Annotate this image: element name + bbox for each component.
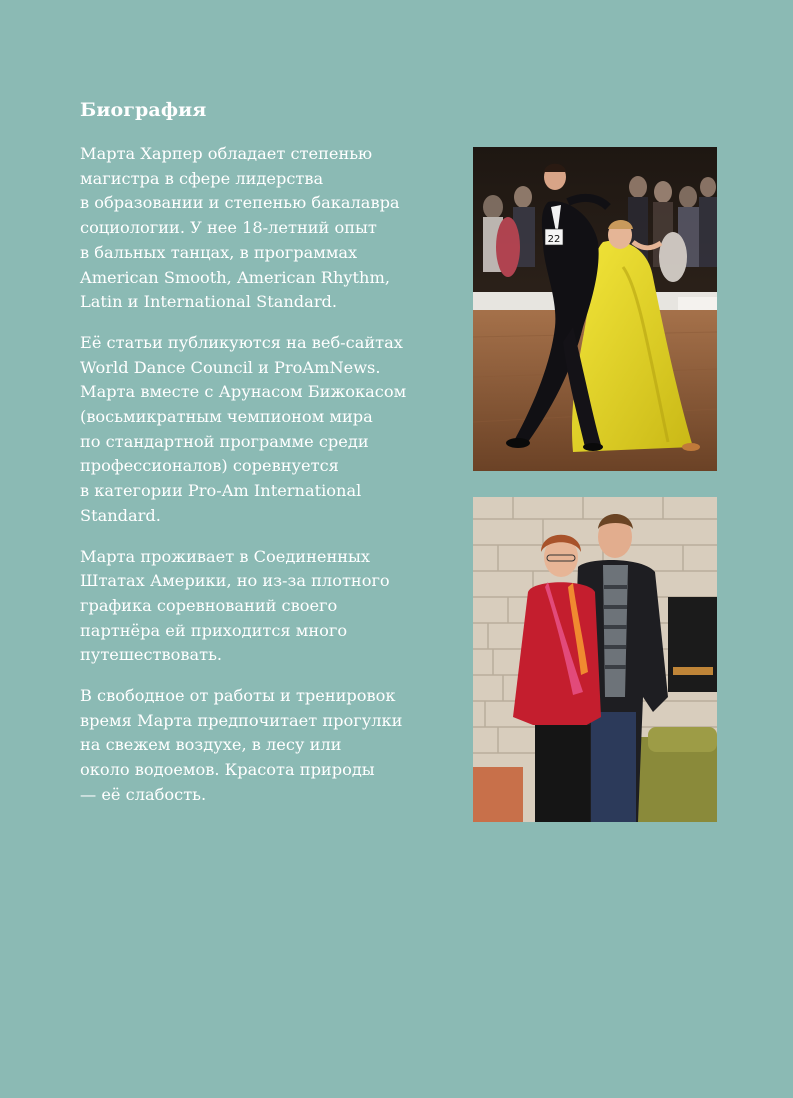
dance-photo — [473, 147, 717, 471]
text-line: Её статьи публикуются на веб-сайтах — [80, 332, 403, 352]
portrait-photo — [473, 497, 717, 822]
text-line: Марта Харпер обладает степенью — [80, 144, 373, 163]
text-line: — её слабость. — [80, 784, 207, 804]
text-line: магистра в сфере лидерства — [80, 168, 324, 188]
bib-number: 22 — [547, 234, 561, 245]
text-line: Latin и International Standard. — [80, 292, 338, 312]
text-line: около водоемов. Красота природы — [80, 760, 375, 780]
text-line: Standard. — [80, 505, 161, 525]
biography-text — [80, 142, 450, 824]
text-line: графика соревнований своего — [80, 595, 338, 615]
text-line: Марта проживает в Соединенных — [80, 546, 371, 566]
text-line: социологии. У нее 18-летний опыт — [80, 218, 377, 238]
text-line: путешествовать. — [80, 645, 223, 665]
paragraph-articles — [80, 331, 450, 529]
text-line: (восьмикратным чемпионом мира — [80, 407, 373, 427]
text-line: на свежем воздухе, в лесу или — [80, 735, 342, 755]
text-line: в бальных танцах, в программах — [80, 242, 358, 262]
text-line: American Smooth, American Rhythm, — [80, 267, 390, 287]
text-line: партнёра ей приходится много — [80, 620, 348, 640]
text-line: World Dance Council и ProAmNews. — [80, 357, 381, 377]
text-line: в образовании и степенью бакалавра — [80, 193, 400, 213]
text-line: В свободное от работы и тренировок — [80, 686, 396, 706]
biography-heading: Биография — [80, 99, 207, 121]
paragraph-hobbies — [80, 684, 450, 808]
text-line: по стандартной программе среди — [80, 431, 369, 451]
text-line: Марта вместе с Арунасом Бижокасом — [80, 382, 407, 402]
text-line: время Марта предпочитает прогулки — [80, 710, 403, 730]
paragraph-education — [80, 142, 450, 315]
text-line: в категории Pro-Am International — [80, 481, 362, 501]
text-line: Штатах Америки, но из-за плотного — [80, 571, 390, 591]
text-line: профессионалов) соревнуется — [80, 456, 339, 476]
paragraph-residence — [80, 545, 450, 669]
